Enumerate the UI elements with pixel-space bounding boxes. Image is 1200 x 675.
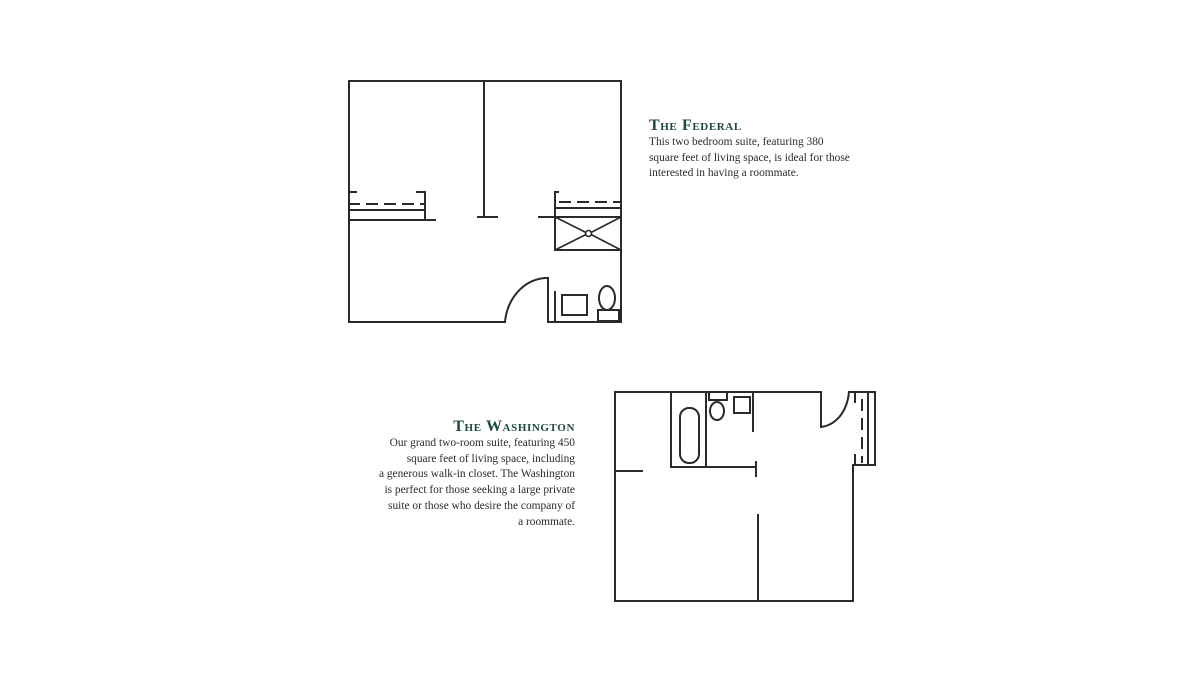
federal-door-swing-icon xyxy=(505,278,545,322)
washington-description-line: square feet of living space, including xyxy=(406,452,575,465)
washington-bathroom xyxy=(671,392,756,476)
federal-toilet-icon xyxy=(599,286,615,310)
washington-door-swing-icon xyxy=(821,392,849,427)
washington-description-line: is perfect for those seeking a large private xyxy=(384,484,575,497)
washington-toilet-icon xyxy=(710,402,724,420)
federal-left-closet xyxy=(349,192,435,220)
washington-title: The Washington xyxy=(453,418,575,435)
federal-description-block xyxy=(649,117,889,182)
federal-toilet-tank-icon xyxy=(598,310,619,321)
federal-title: The Federal xyxy=(649,117,742,134)
federal-right-closet xyxy=(539,192,621,250)
federal-description-line: This two bedroom suite, featuring 380 xyxy=(649,136,824,148)
federal-bathroom xyxy=(505,278,619,322)
washington-description-line: a generous walk-in closet. The Washington xyxy=(378,468,575,481)
federal-shower-icon xyxy=(555,217,621,250)
washington-description xyxy=(345,436,575,530)
federal-floor-plan xyxy=(349,81,621,322)
washington-toilet-tank-icon xyxy=(709,392,727,400)
washington-description-block xyxy=(345,418,575,530)
washington-sink-icon xyxy=(734,397,750,413)
washington-floor-plan xyxy=(615,392,875,601)
washington-description-line: Our grand two-room suite, featuring 450 xyxy=(389,437,575,449)
washington-bathtub-icon xyxy=(680,408,699,463)
federal-sink-icon xyxy=(562,295,587,315)
washington-description-line: a roommate. xyxy=(518,515,575,528)
federal-description xyxy=(649,135,889,182)
federal-description-line: interested in having a roommate. xyxy=(649,167,799,180)
federal-description-line: square feet of living space, is ideal for those xyxy=(649,151,850,164)
washington-description-line: suite or those who desire the company of xyxy=(388,499,575,512)
washington-closet xyxy=(849,392,875,465)
